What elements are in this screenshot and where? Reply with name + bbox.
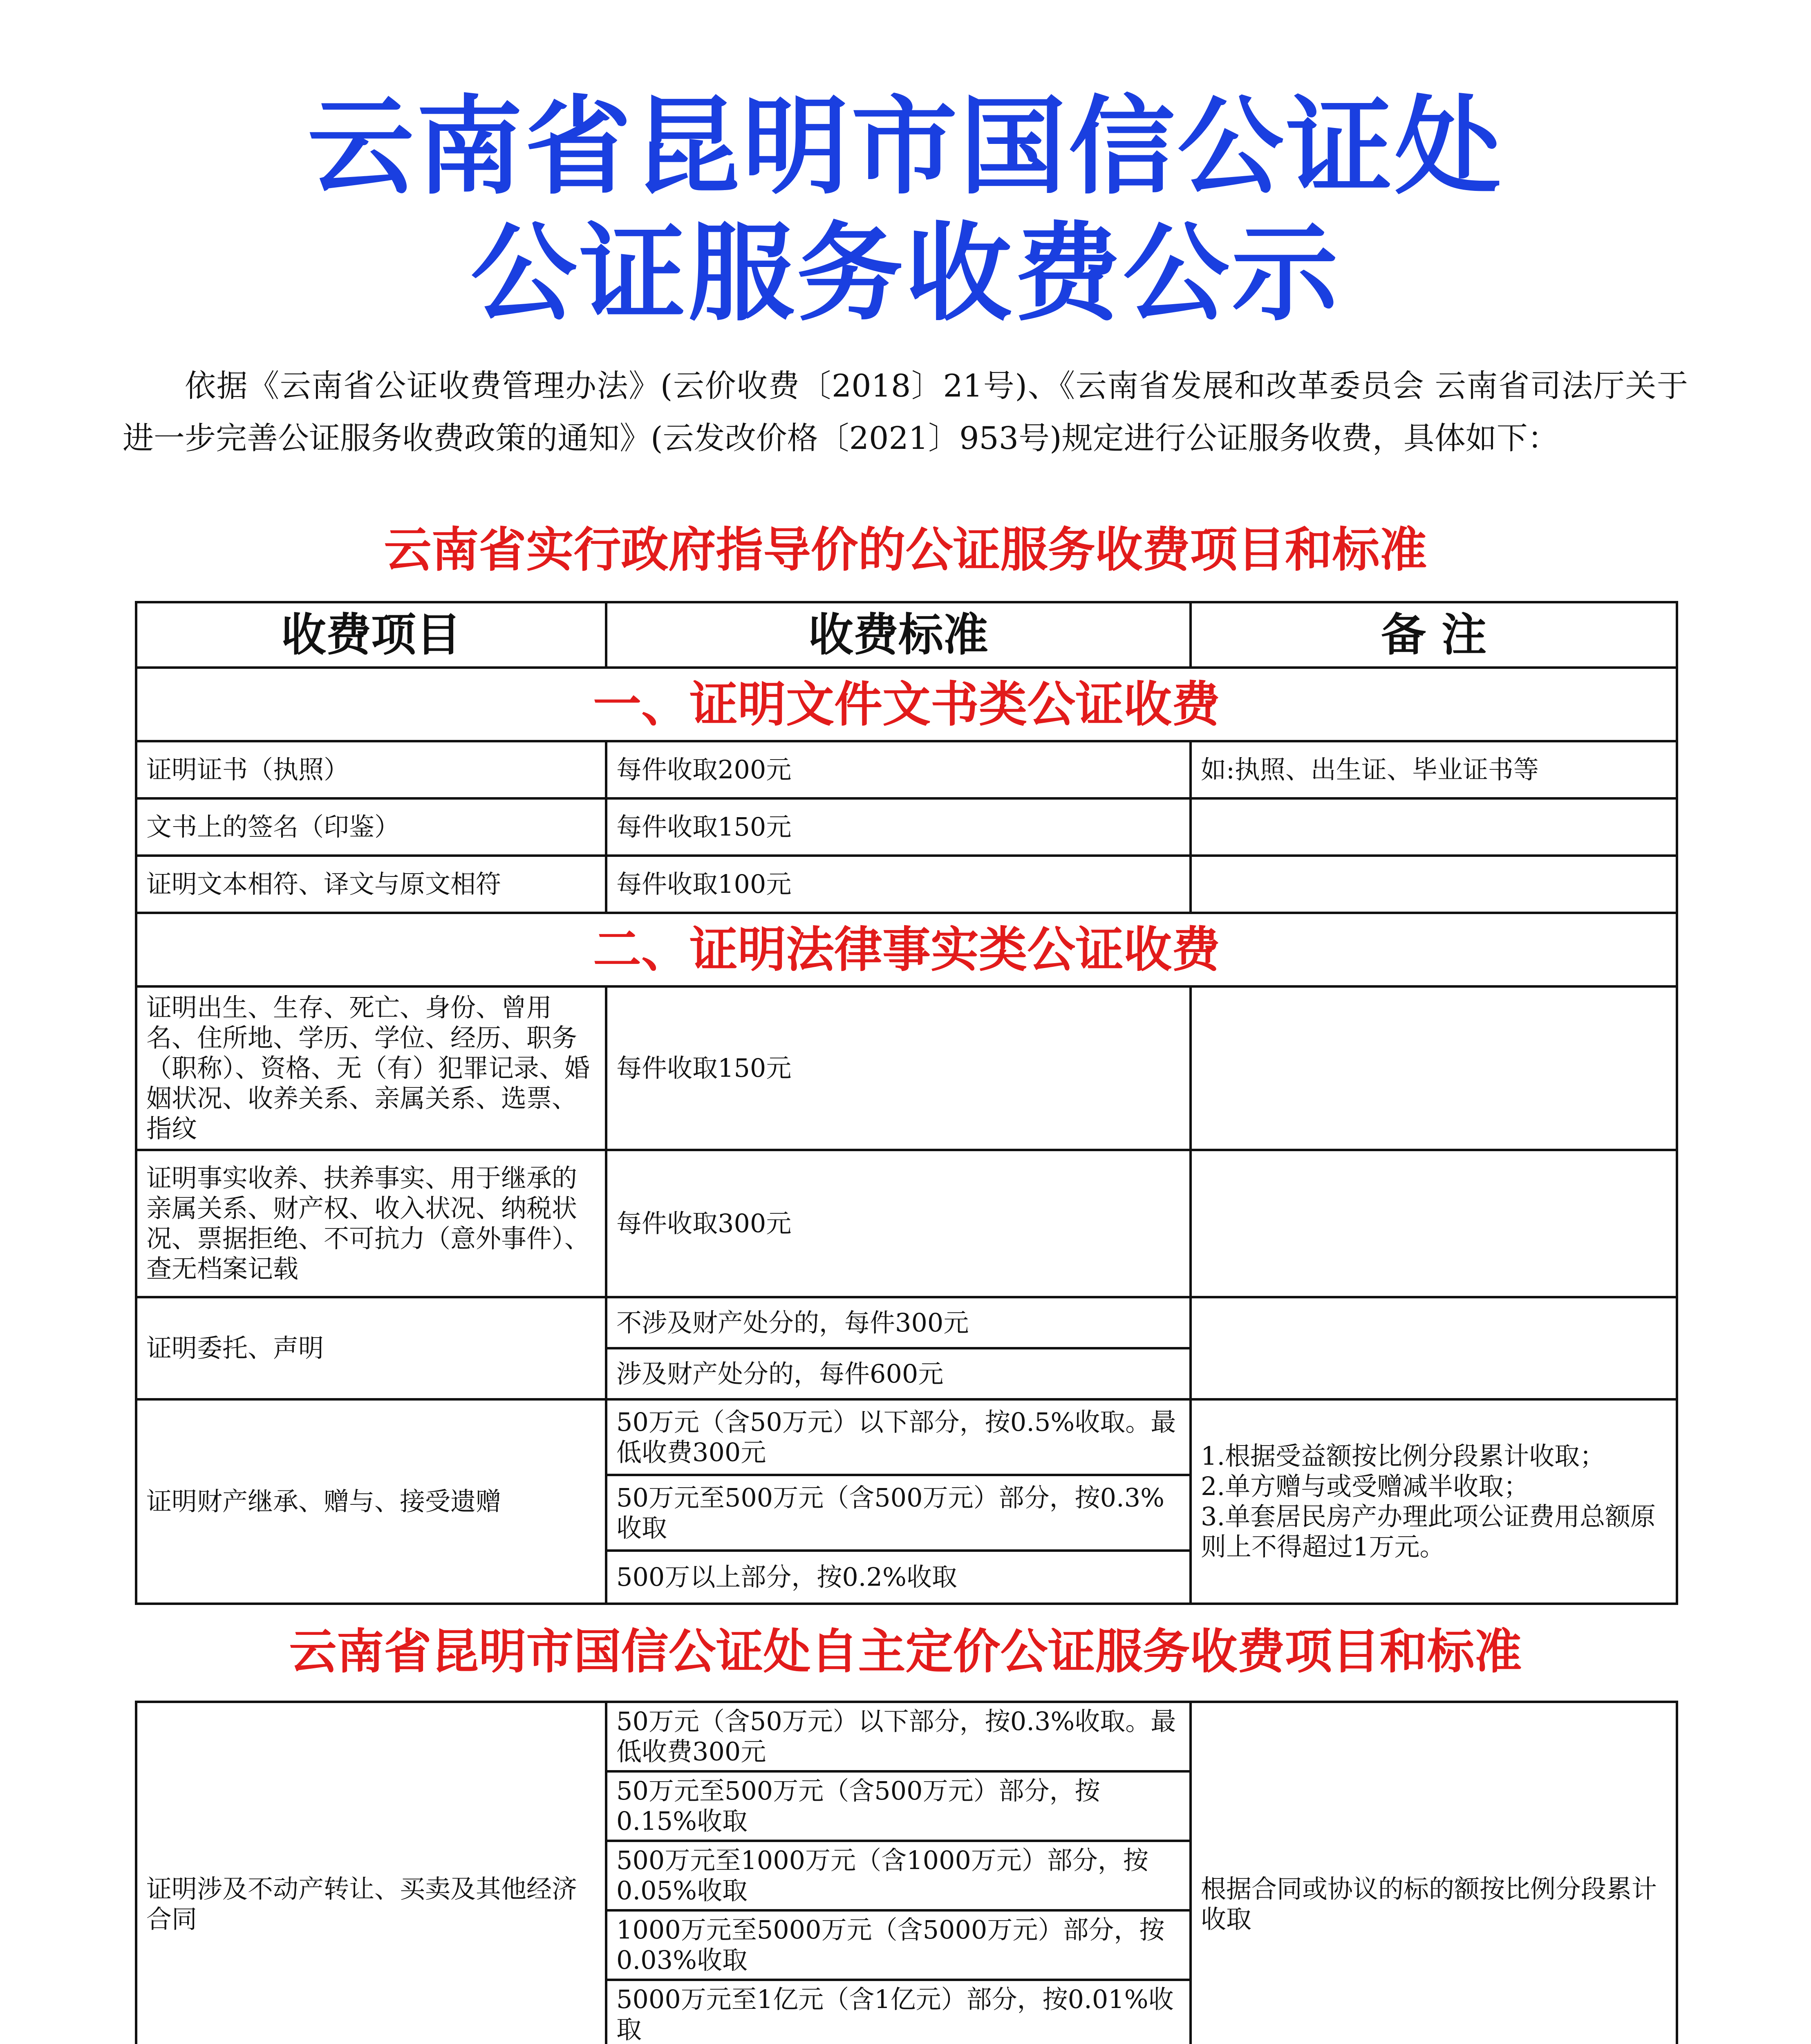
fee-standard: 涉及财产处分的，每件600元 bbox=[606, 1348, 1191, 1399]
self-priced-fee-table bbox=[135, 1701, 1678, 2044]
fee-standard: 50万元（含50万元）以下部分，按0.5%收取。最低收费300元 bbox=[606, 1399, 1191, 1475]
table-header-row bbox=[136, 602, 1677, 668]
fee-item: 文书上的签名（印鉴） bbox=[136, 798, 606, 856]
header-standard: 收费标准 bbox=[606, 602, 1191, 668]
table-row bbox=[136, 1297, 1677, 1348]
gov-guided-fee-table bbox=[135, 601, 1678, 1605]
fee-standard: 每件收取100元 bbox=[606, 856, 1191, 913]
fee-item: 证明财产继承、赠与、接受遗赠 bbox=[136, 1399, 606, 1604]
sub-title: 公证服务收费公示 bbox=[470, 212, 1341, 336]
fee-item: 证明涉及不动产转让、买卖及其他经济合同 bbox=[136, 1702, 606, 2044]
main-title: 云南省昆明市国信公证处 bbox=[307, 85, 1504, 209]
fee-note bbox=[1191, 1150, 1677, 1297]
fee-note-line: 3.单套居民房产办理此项公证费用总额原则上不得超过1万元。 bbox=[1201, 1502, 1656, 1562]
category-legal-facts: 二、证明法律事实类公证收费 bbox=[136, 913, 1677, 986]
fee-standard: 每件收取150元 bbox=[606, 798, 1191, 856]
header-note: 备 注 bbox=[1191, 602, 1677, 668]
fee-note bbox=[1191, 1399, 1677, 1604]
fee-tier: 1000万元至5000万元（含5000万元）部分，按0.03%收取 bbox=[606, 1910, 1191, 1980]
category-row bbox=[136, 913, 1677, 986]
fee-standard: 500万以上部分，按0.2%收取 bbox=[606, 1551, 1191, 1604]
table-row bbox=[136, 1399, 1677, 1475]
fee-standard: 每件收取300元 bbox=[606, 1150, 1191, 1297]
fee-note bbox=[1191, 1297, 1677, 1399]
category-documents: 一、证明文件文书类公证收费 bbox=[136, 668, 1677, 741]
section2-title: 云南省昆明市国信公证处自主定价公证服务收费项目和标准 bbox=[289, 1624, 1522, 1679]
fee-standard: 不涉及财产处分的，每件300元 bbox=[606, 1297, 1191, 1348]
fee-tier: 5000万元至1亿元（含1亿元）部分，按0.01%收取 bbox=[606, 1980, 1191, 2044]
fee-note bbox=[1191, 798, 1677, 856]
table-row bbox=[136, 1702, 1677, 1771]
fee-note-line: 1.根据受益额按比例分段累计收取； bbox=[1201, 1441, 1605, 1471]
category-row bbox=[136, 668, 1677, 741]
section1-title: 云南省实行政府指导价的公证服务收费项目和标准 bbox=[384, 522, 1427, 578]
table-row bbox=[136, 856, 1677, 913]
fee-item: 证明证书（执照） bbox=[136, 741, 606, 798]
fee-tier: 50万元（含50万元）以下部分，按0.3%收取。最低收费300元 bbox=[606, 1702, 1191, 1771]
table-row bbox=[136, 798, 1677, 856]
fee-note: 根据合同或协议的标的额按比例分段累计收取 bbox=[1191, 1702, 1677, 2044]
fee-item: 证明出生、生存、死亡、身份、曾用名、住所地、学历、学位、经历、职务（职称）、资格、无（有）犯罪记录、婚姻状况、收养关系、亲属关系、选票、指纹 bbox=[136, 986, 606, 1150]
fee-note: 如:执照、出生证、毕业证书等 bbox=[1191, 741, 1677, 798]
fee-note bbox=[1191, 986, 1677, 1150]
fee-tier: 50万元至500万元（含500万元）部分，按0.15%收取 bbox=[606, 1771, 1191, 1841]
table-row bbox=[136, 986, 1677, 1150]
table-row bbox=[136, 1150, 1677, 1297]
fee-standard: 每件收取150元 bbox=[606, 986, 1191, 1150]
fee-item: 证明委托、声明 bbox=[136, 1297, 606, 1399]
fee-tier: 500万元至1000万元（含1000万元）部分，按0.05%收取 bbox=[606, 1841, 1191, 1910]
intro-paragraph: 依据《云南省公证收费管理办法》(云价收费〔2018〕21号)、《云南省发展和改革委员会 云南省司法厅关于进一步完善公证服务收费政策的通知》(云发改价格〔2021〕953号)规定进行公证服务收费，具体如下： bbox=[123, 368, 1688, 456]
fee-standard: 50万元至500万元（含500万元）部分，按0.3%收取 bbox=[606, 1475, 1191, 1551]
table-row bbox=[136, 741, 1677, 798]
header-item: 收费项目 bbox=[136, 602, 606, 668]
fee-item: 证明事实收养、扶养事实、用于继承的亲属关系、财产权、收入状况、纳税状况、票据拒绝、不可抗力（意外事件）、查无档案记载 bbox=[136, 1150, 606, 1297]
fee-note-line: 2.单方赠与或受赠减半收取； bbox=[1201, 1471, 1529, 1501]
fee-standard: 每件收取200元 bbox=[606, 741, 1191, 798]
fee-item: 证明文本相符、译文与原文相符 bbox=[136, 856, 606, 913]
fee-note bbox=[1191, 856, 1677, 913]
